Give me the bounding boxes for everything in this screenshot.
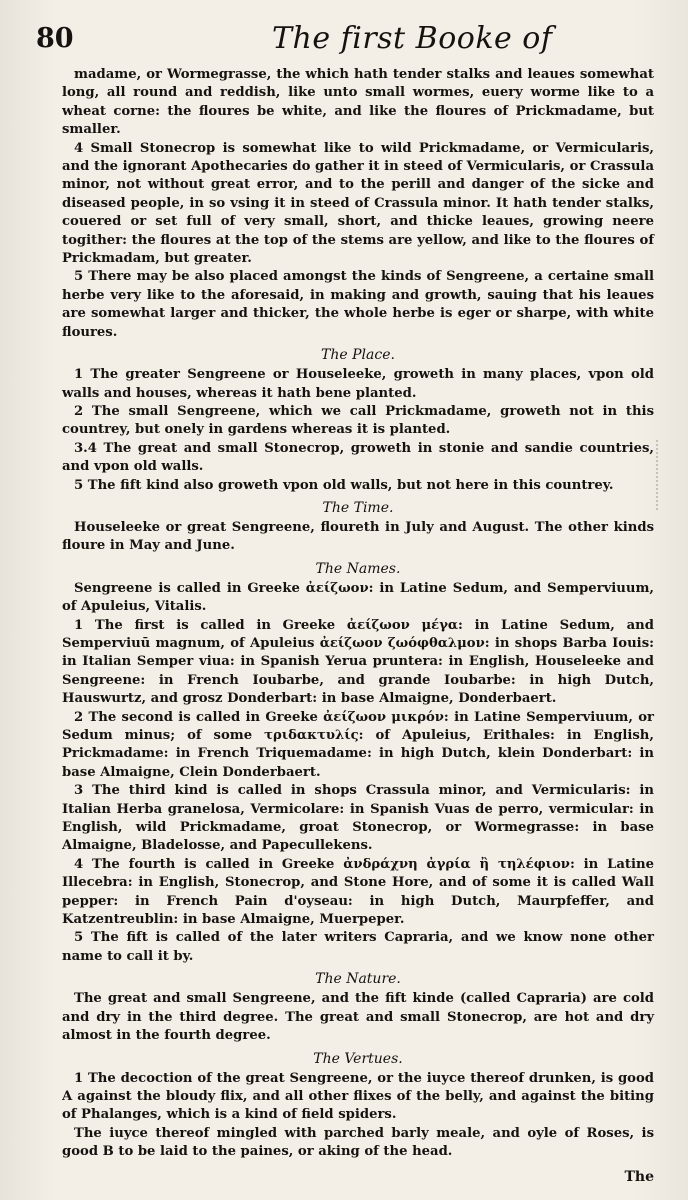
- intro-paragraph-1: madame, or Wormegrasse, the which hath tender stalks and leaues somewhat long, all round and reddish, like unto small wormes, euery worme like to a wheat corne: the floures be white, and like the floures of Prickmadame, but smaller.: [62, 67, 654, 138]
- page-header: [36, 18, 654, 60]
- names-paragraph-4: 4 The fourth is called in Greeke ἀνδράχνη ἀγρία ἢ τηλέφιον: in Latine Illecebra: in English, Stonecrop, and Stone Hore, and of some it is called Wall pepper: in French Pain d'oyseau: in high Dutch, Maurpfeffer, and Katzentreublin: in base Almaigne, Muerpeper.: [62, 856, 654, 928]
- margin-marks: [656, 440, 668, 510]
- section-heading-names: The Names.: [315, 560, 401, 577]
- names-paragraph-5: 5 The fift is called of the later writers Capraria, and we know none other name to call it by.: [62, 930, 654, 964]
- section-heading-vertues: The Vertues.: [313, 1050, 403, 1067]
- section-heading-time: The Time.: [322, 499, 394, 516]
- section-heading-place: The Place.: [321, 347, 395, 364]
- section-heading-nature: The Nature.: [315, 971, 401, 988]
- names-paragraph-2: 2 The second is called in Greeke ἀείζωον μικρόν: in Latine Semperviuum, or Sedum minus; of some τριδακτυλίς: of Apuleius, Erithales: in English, Prickmadame: in French Triquemadame: in high Dutch, klein Donderbart: in base Almaigne, Clein Donderbaert.: [62, 709, 654, 780]
- running-title: The first Booke of: [272, 21, 553, 56]
- intro-paragraph-4: 4 Small Stonecrop is somewhat like to wild Prickmadame, or Vermicularis, and the ignorant Apothecaries do gather it in steed of Vermicularis, or Crassula minor, not without great error, and to the perill and danger of the sicke and diseased people, in so vsing it in steed of Crassula minor. It hath tender stalks, couered or set full of very small, short, and thicke leaues, growing neere togither: the floures at the top of the stems are yellow, and like to the floures of Prickmadam, but greater.: [62, 140, 654, 267]
- names-paragraph-3: 3 The third kind is called in shops Crassula minor, and Vermicularis: in Italian Herba granelosa, Vermicolare: in Spanish Vuas de perro, vermicular: in English, wild Prickmadame, groat Stonecrop, or Wormegrasse: in base Almaigne, Bladelosse, and Papecullekens.: [62, 783, 654, 854]
- intro-paragraph-5: 5 There may be also placed amongst the kinds of Sengreene, a certaine small herbe very like to the aforesaid, in making and growth, sauing that his leaues are somewhat larger and thicker, the whole herbe is eger or sharpe, with white floures.: [62, 269, 654, 340]
- place-paragraph-4: 5 The fift kind also groweth vpon old walls, but not here in this countrey.: [74, 477, 614, 493]
- catchword: The: [624, 1169, 654, 1185]
- page-number: 80: [36, 23, 74, 54]
- vertues-paragraph-1: 1 The decoction of the great Sengreene, or the iuyce thereof drunken, is good A against the bloudy flix, and all other flixes of the belly, and against the biting of Phalanges, which is a kind of field spiders.: [62, 1070, 654, 1123]
- time-paragraph: Houseleeke or great Sengreene, floureth in July and August. The other kinds floure in May and June.: [62, 519, 654, 554]
- names-paragraph-intro: Sengreene is called in Greeke ἀείζωον: in Latine Sedum, and Semperviuum, of Apuleius, Vitalis.: [62, 580, 654, 615]
- names-paragraph-1: 1 The first is called in Greeke ἀείζωον μέγα: in Latine Sedum, and Semperviuū magnum, of Apuleius ἀείζωον ζωόφθαλμον: in shops Barba Iouis: in Italian Semper viua: in Spanish Yerua pruntera: in English, Houseleeke and Sengreene: in French Ioubarbe, and grande Ioubarbe: in high Dutch, Hauswurtz, and grosz Donderbart: in base Almaigne, Donderbaert.: [62, 617, 654, 707]
- page-content: [62, 66, 654, 1162]
- place-paragraph-3: 3.4 The great and small Stonecrop, groweth in stonie and sandie countries, and vpon old walls.: [62, 440, 654, 475]
- vertues-paragraph-2: The iuyce thereof mingled with parched barly meale, and oyle of Roses, is good B to be laid to the paines, or aking of the head.: [62, 1125, 654, 1160]
- place-paragraph-2: 2 The small Sengreene, which we call Prickmadame, groweth not in this countrey, but onely in gardens whereas it is planted.: [62, 403, 654, 438]
- place-paragraph-1: 1 The greater Sengreene or Houseleeke, groweth in many places, vpon old walls and houses, whereas it hath bene planted.: [62, 367, 654, 401]
- nature-paragraph: The great and small Sengreene, and the fift kinde (called Capraria) are cold and dry in the third degree. The great and small Stonecrop, are hot and dry almost in the fourth degree.: [62, 991, 654, 1044]
